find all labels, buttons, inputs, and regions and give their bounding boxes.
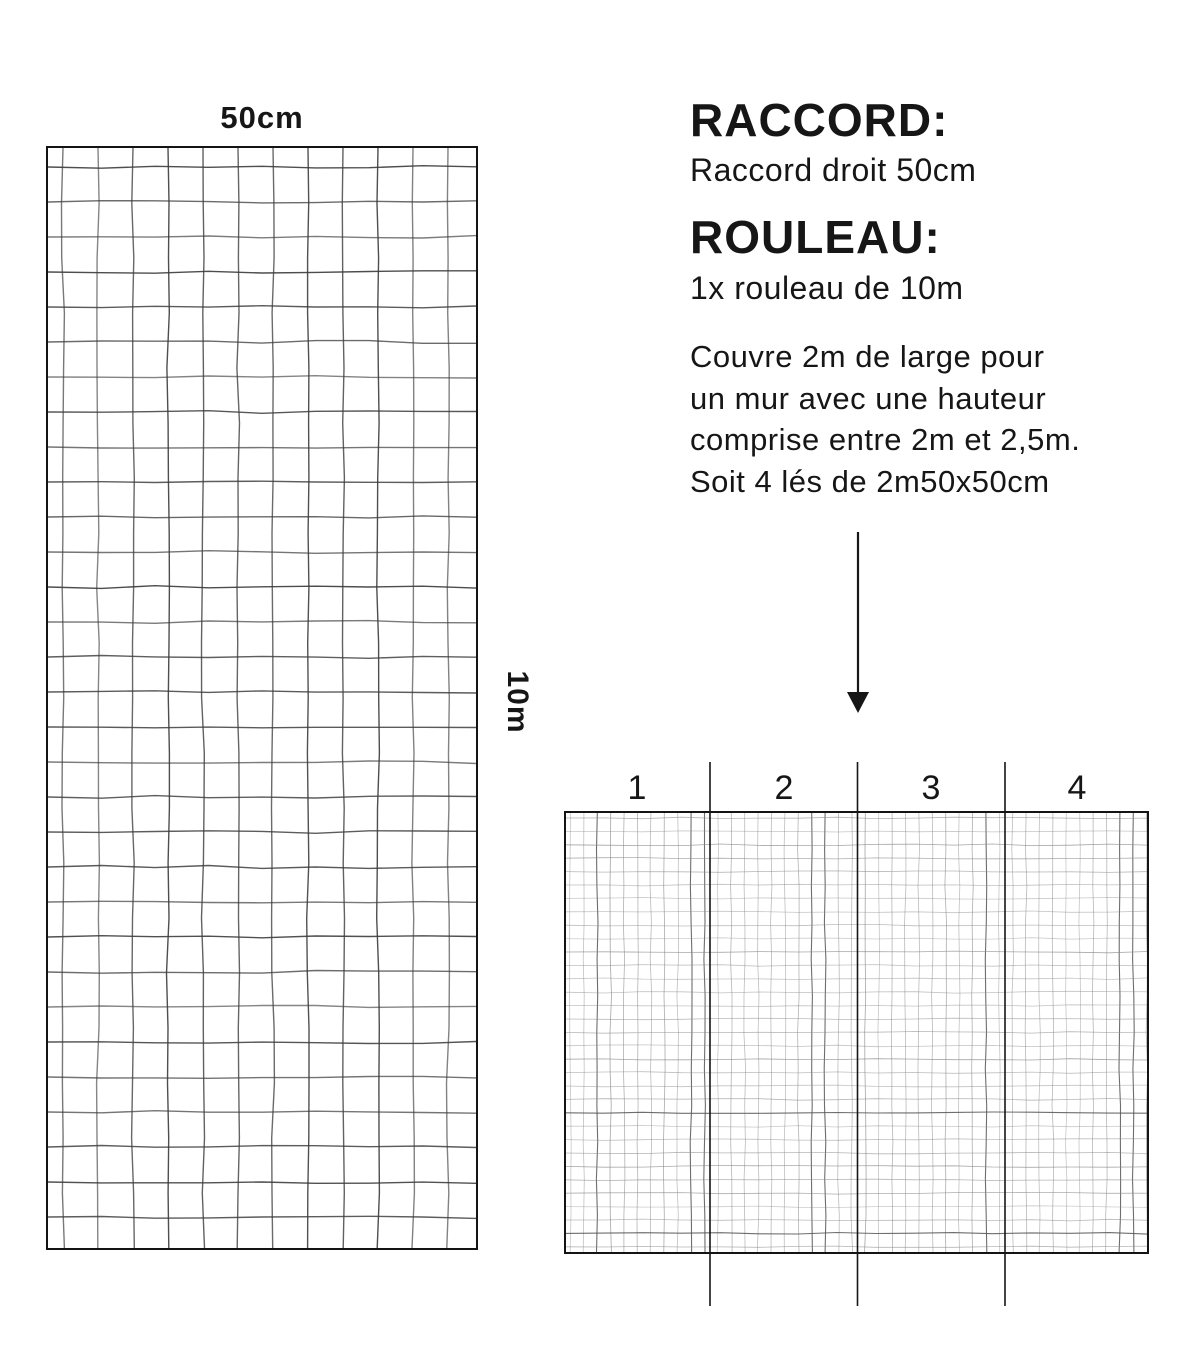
wall-grid-pattern [564, 755, 1149, 1310]
coverage-line: Soit 4 lés de 2m50x50cm [690, 463, 1050, 499]
coverage-line: un mur avec une hauteur [690, 380, 1047, 416]
rouleau-title: ROULEAU: [690, 211, 941, 263]
roll-grid-pattern [46, 146, 478, 1250]
rouleau-value: 1x rouleau de 10m [690, 270, 964, 306]
coverage-line: comprise entre 2m et 2,5m. [690, 422, 1081, 457]
raccord-title: RACCORD: [690, 94, 949, 146]
roll-length-label: 10m [501, 670, 534, 734]
strip-number-1: 1 [627, 769, 647, 807]
roll-width-label: 50cm [220, 100, 304, 135]
strip-number-3: 3 [921, 769, 941, 807]
coverage-line: Couvre 2m de large pour [690, 339, 1045, 374]
raccord-value: Raccord droit 50cm [690, 152, 977, 188]
strip-number-4: 4 [1067, 769, 1087, 807]
arrow-down-icon [840, 524, 876, 720]
coverage-text [690, 336, 1160, 502]
strip-number-2: 2 [774, 769, 794, 807]
